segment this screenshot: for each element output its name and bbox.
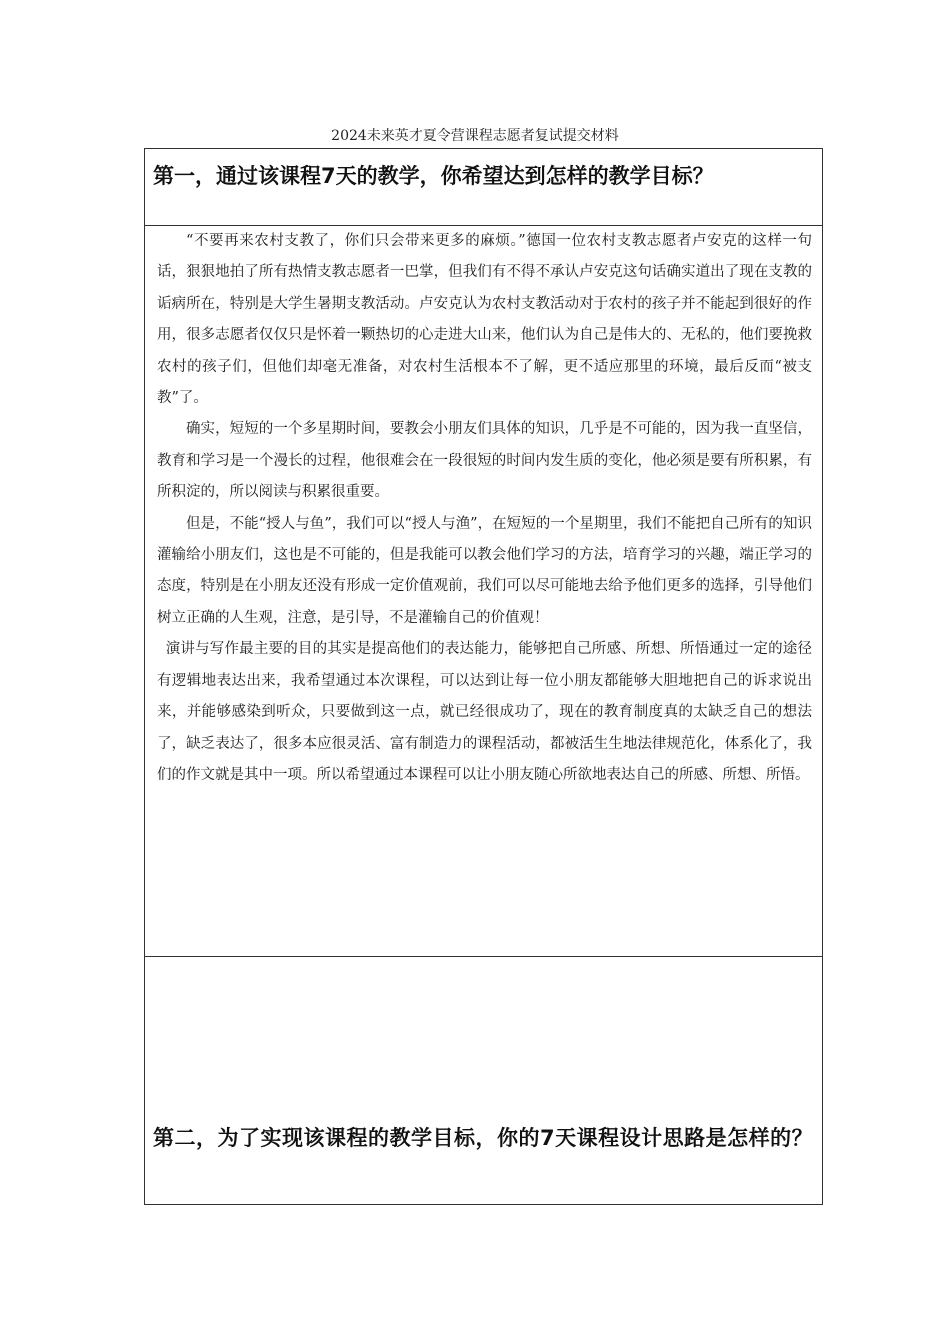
answer-paragraph: 演讲与写作最主要的目的其实是提高他们的表达能力，能够把自己所感、所想、所悟通过一定的途径有逻辑地表达出来，我希望通过本次课程，可以达到让每一位小朋友都能够大胆地把自己的诉求说出来，并能够感染到听众，只要做到这一点，就已经很成功了，现在的教育制度真的太缺乏自己的想法了，缺乏表达了，很多本应很灵活、富有制造力的课程活动，都被活生生地法律规范化，体系化了，我们的作文就是其中一项。所以希望通过本课程可以让小朋友随心所欲地表达自己的所感、所想、所悟。 bbox=[157, 641, 812, 783]
submission-table bbox=[144, 148, 823, 1205]
answer-paragraph: “不要再来农村支教了，你们只会带来更多的麻烦。”德国一位农村支教志愿者卢安克的这样一句话，狠狠地拍了所有热情支教志愿者一巴掌，但我们有不得不承认卢安克这句话确实道出了现在支教的诟病所在，特别是大学生暑期支教活动。卢安克认为农村支教活动对于农村的孩子并不能起到很好的作用，很多志愿者仅仅只是怀着一颗热切的心走进大山来，他们认为自己是伟大的、无私的，他们要挽救农村的孩子们，但他们却毫无准备，对农村生活根本不了解，更不适应那里的环境，最后反而“被支教”了。 bbox=[157, 233, 812, 407]
answer-paragraph: 确实，短短的一个多星期时间，要教会小朋友们具体的知识，几乎是不可能的，因为我一直坚信，教育和学习是一个漫长的过程，他很难会在一段很短的时间内发生质的变化，他必须是要有所积累，有所积淀的，所以阅读与积累很重要。 bbox=[157, 421, 812, 501]
question-2-text: 第二，为了实现该课程的教学目标，你的7天课程设计思路是怎样的？ bbox=[153, 1126, 814, 1150]
answer-1-body bbox=[157, 226, 812, 791]
question-1-cell bbox=[145, 149, 822, 226]
question-1-text: 第一，通过该课程7天的教学，你希望达到怎样的教学目标？ bbox=[153, 164, 714, 188]
page-header: 2024未来英才夏令营课程志愿者复试提交材料 bbox=[331, 128, 619, 144]
answer-1-cell bbox=[145, 226, 822, 957]
answer-paragraph: 但是，不能“授人与鱼”，我们可以“授人与渔”，在短短的一个星期里，我们不能把自己所有的知识灌输给小朋友们，这也是不可能的，但是我能可以教会他们学习的方法，培育学习的兴趣，端正学习的态度，特别是在小朋友还没有形成一定价值观前，我们可以尽可能地去给予他们更多的选择，引导他们树立正确的人生观，注意，是引导，不是灌输自己的价值观！ bbox=[157, 515, 812, 626]
question-2-cell bbox=[145, 957, 822, 1205]
